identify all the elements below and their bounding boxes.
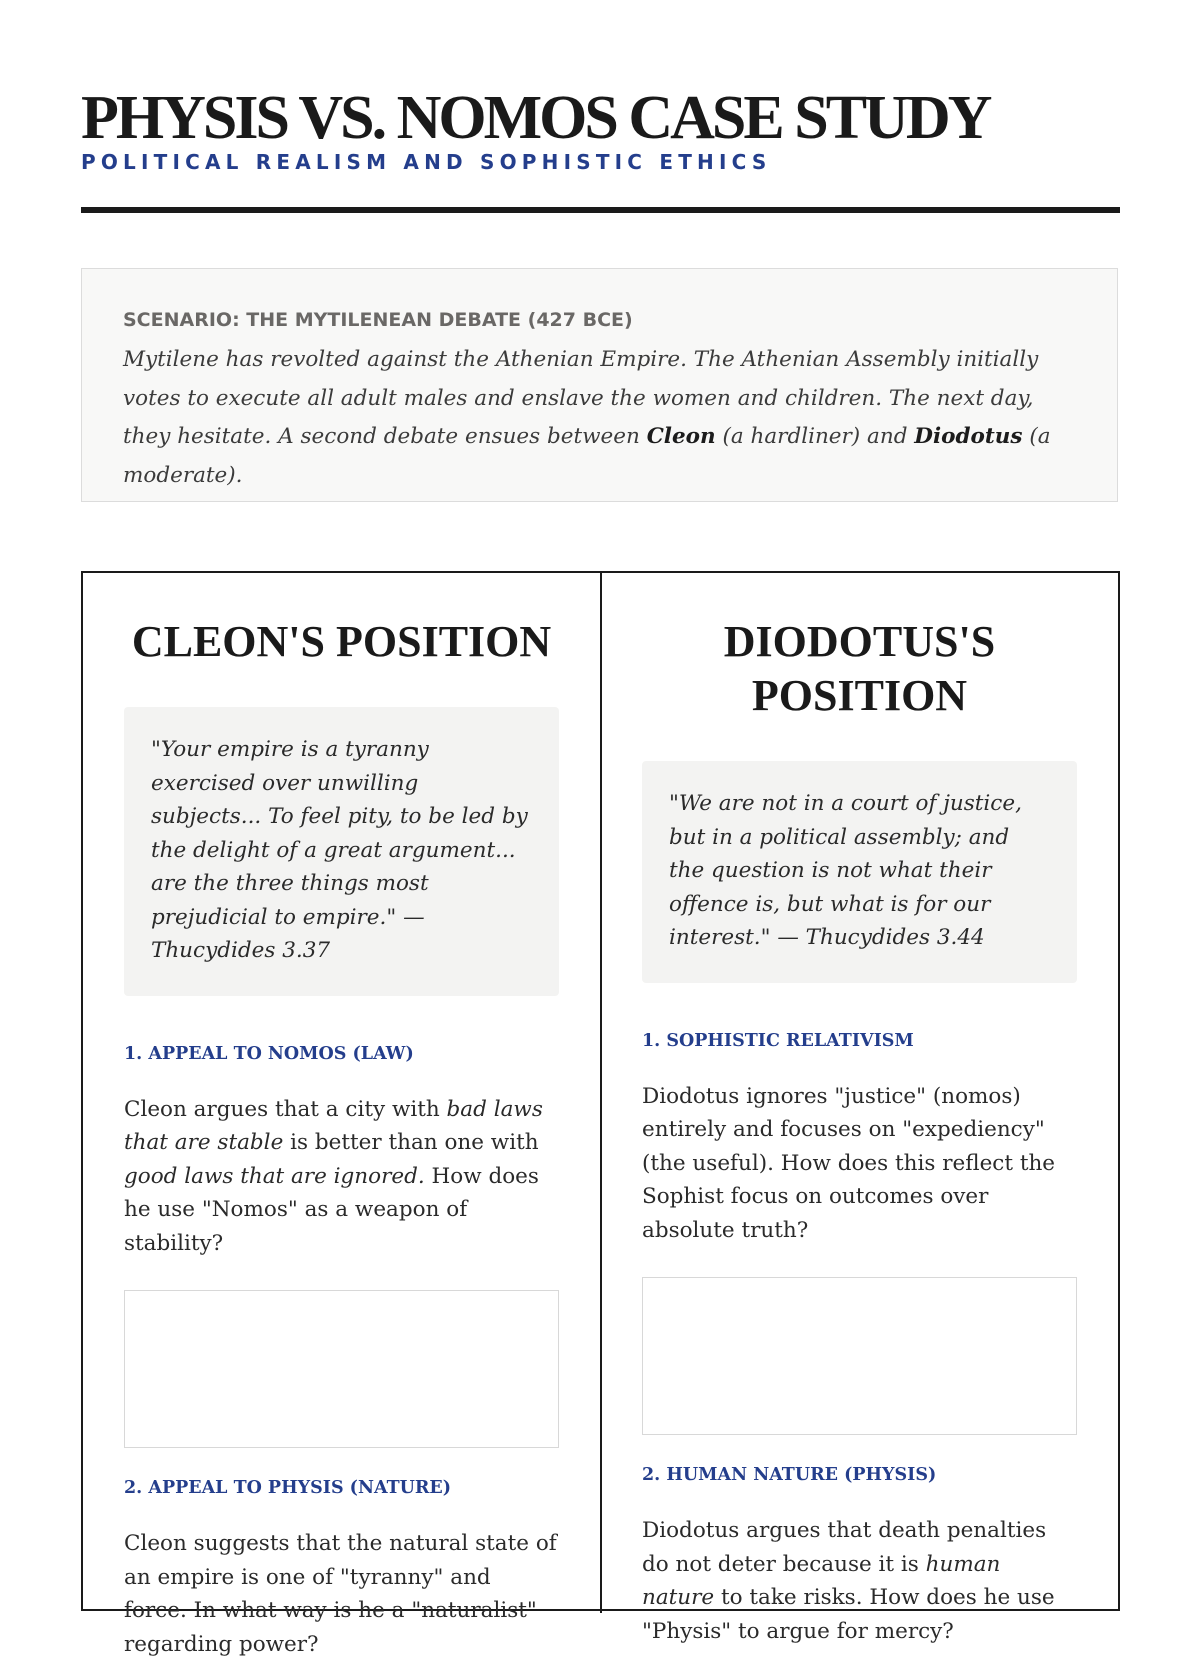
cleon-column	[83, 573, 600, 1661]
scenario-text-intro: Mytilene has revolted against the Athenian Empire. The Athenian Assembly initially votes to execute all adult males and enslave the women and children. The next day, they hesitate. A second debate ensues between	[123, 347, 1039, 449]
diodotus-q2-text-b: human nature	[642, 1551, 1001, 1610]
cleon-q1-text-e: How does he use "Nomos" as a weapon of stability?	[124, 1163, 539, 1256]
scenario-text-end: (a moderate).	[123, 424, 1051, 488]
diodotus-q2-heading: 2. HUMAN NATURE (PHYSIS)	[642, 1465, 937, 1485]
header-rule	[81, 207, 1120, 213]
worksheet-page	[81, 0, 1120, 1657]
scenario-name-diodotus: Diodotus	[914, 424, 1023, 449]
diodotus-q1-text: Diodotus ignores "justice" (nomos) entirely and focuses on "expediency" (the useful). How does this reflect the Sophist focus on outcomes over absolute truth?	[642, 1083, 1056, 1243]
diodotus-title: DIODOTUS'S POSITION	[723, 617, 996, 720]
diodotus-quote: "We are not in a court of justice, but in a political assembly; and the question is not what their offence is, but what is for our interest." — Thucydides 3.44	[642, 761, 1077, 983]
cleon-q2-heading: 2. APPEAL TO PHYSIS (NATURE)	[124, 1478, 452, 1498]
cleon-title: CLEON'S POSITION	[131, 617, 552, 666]
cleon-q1-text-c: is better than one with	[283, 1130, 539, 1155]
page-title: PHYSIS VS. NOMOS CASE STUDY	[81, 84, 990, 152]
cleon-q1-text	[124, 1093, 559, 1261]
scenario-text	[123, 341, 1077, 495]
cleon-q1-text-b: bad laws that are stable	[124, 1096, 543, 1155]
cleon-q2-text: Cleon suggests that the natural state of an empire is one of "tyranny" and force. In what way is he a "naturalist" regarding power?	[124, 1531, 557, 1657]
diodotus-q1-heading: 1. SOPHISTIC RELATIVISM	[642, 1030, 914, 1051]
cleon-q1-answer-box[interactable]	[124, 1290, 559, 1448]
scenario-text-mid: (a hardliner) and	[715, 424, 915, 449]
cleon-quote: "Your empire is a tyranny exercised over unwilling subjects... To feel pity, to be led by the delight of a great argument... are the three things most prejudicial to empire." — Thucydides 3.37	[124, 707, 559, 996]
scenario-box	[81, 268, 1118, 502]
page-subtitle: POLITICAL REALISM AND SOPHISTIC ETHICS	[81, 150, 772, 174]
scenario-heading: SCENARIO: THE MYTILENEAN DEBATE (427 BCE)	[123, 309, 633, 331]
diodotus-q2-text-a: Diodotus argues that death penalties do not deter because it is	[642, 1518, 1047, 1577]
diodotus-column	[602, 573, 1118, 1648]
diodotus-q2-text	[642, 1514, 1077, 1648]
diodotus-q2-text-c: to take risks. How does he use "Physis" to argue for mercy?	[642, 1585, 1055, 1644]
diodotus-q1-answer-box[interactable]	[642, 1277, 1077, 1435]
scenario-name-cleon: Cleon	[646, 424, 716, 449]
positions-table	[81, 571, 1120, 1657]
cleon-q1-heading: 1. APPEAL TO NOMOS (LAW)	[124, 1043, 414, 1064]
cleon-q1-text-d: good laws that are ignored.	[124, 1163, 425, 1189]
cleon-q1-text-a: Cleon argues that a city with	[124, 1096, 447, 1122]
